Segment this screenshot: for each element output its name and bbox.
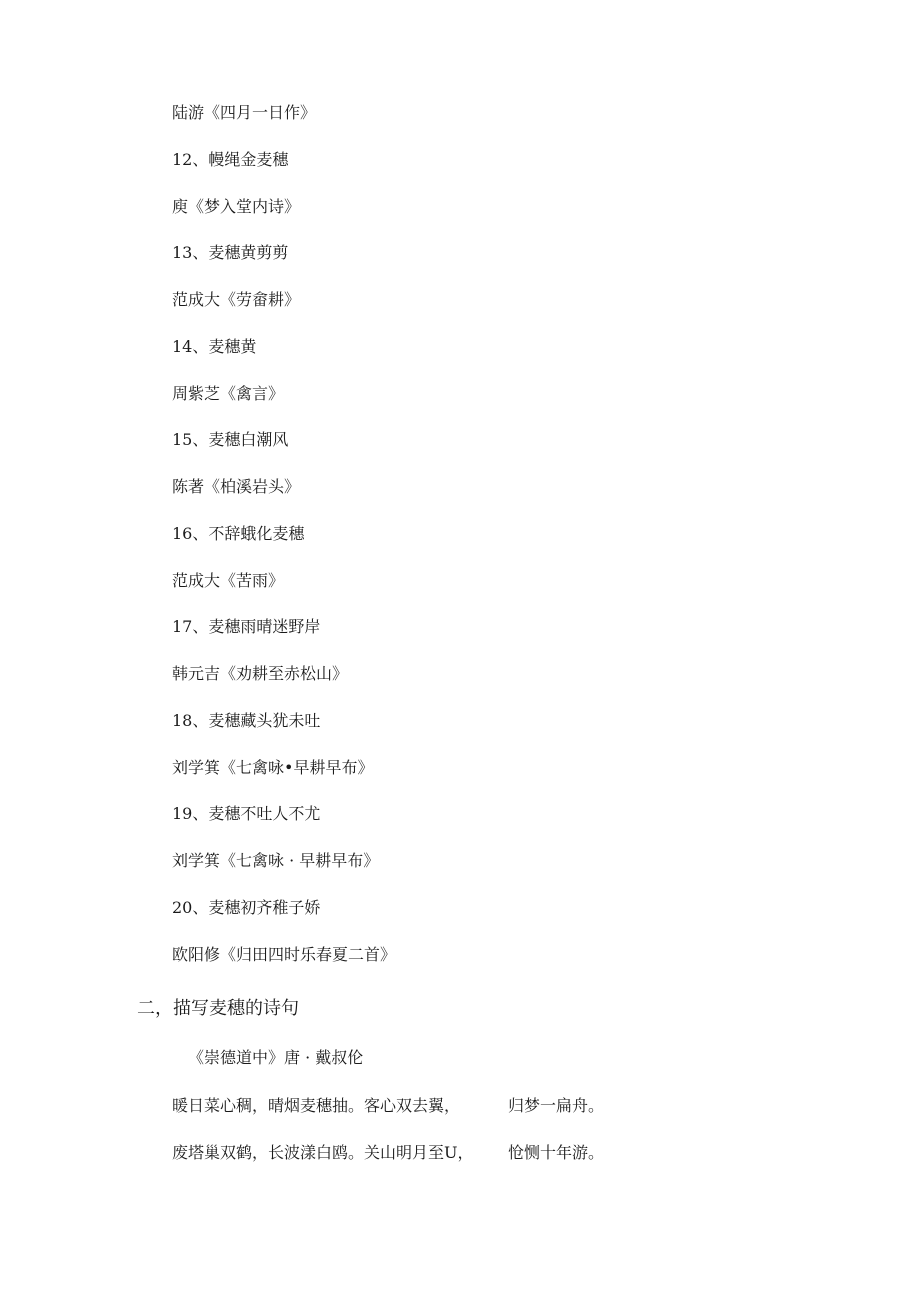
entry-line: 范成大《苦雨》	[172, 571, 285, 590]
entry-line: 13、麦穗黄剪剪	[172, 243, 289, 262]
entry-line: 刘学箕《七禽咏•早耕早布》	[172, 758, 374, 777]
poem-line-1-first: 暖日菜心稠，晴烟麦穗抽。客心双去翼，	[172, 1096, 461, 1115]
entry-line: 19、麦穗不吐人不尤	[172, 804, 321, 823]
entry-line: 18、麦穗藏头犹未吐	[172, 711, 321, 730]
entry-line: 周紫芝《禽言》	[172, 384, 285, 403]
poem-line-1-second: 归梦一扁舟。	[508, 1096, 605, 1115]
entry-line: 15、麦穗白潮风	[172, 430, 289, 449]
entry-line: 刘学箕《七禽咏 · 早耕早布》	[172, 851, 380, 870]
poem-line-2-first: 废塔巢双鹤，长波漾白鸥。关山明月至U，	[172, 1143, 474, 1162]
poem-title: 《崇德道中》唐 · 戴叔伦	[188, 1048, 364, 1067]
entry-line: 范成大《劳畲耕》	[172, 290, 301, 309]
entry-line: 欧阳修《归田四时乐春夏二首》	[172, 945, 397, 964]
entry-line: 陈著《柏溪岩头》	[172, 477, 301, 496]
entry-line: 陆游《四月一日作》	[172, 103, 317, 122]
section-heading: 二，描写麦穗的诗句	[137, 998, 299, 1019]
poem-line-2-second: 怆恻十年游。	[508, 1143, 605, 1162]
entry-line: 12、幔绳金麦穗	[172, 150, 289, 169]
entry-line: 韩元吉《劝耕至赤松山》	[172, 664, 349, 683]
entry-line: 16、不辞蛾化麦穗	[172, 524, 305, 543]
entry-line: 14、麦穗黄	[172, 337, 257, 356]
entry-line: 17、麦穗雨晴迷野岸	[172, 617, 321, 636]
entry-line: 庾《梦入堂内诗》	[172, 197, 301, 216]
entry-line: 20、麦穗初齐稚子娇	[172, 898, 321, 917]
